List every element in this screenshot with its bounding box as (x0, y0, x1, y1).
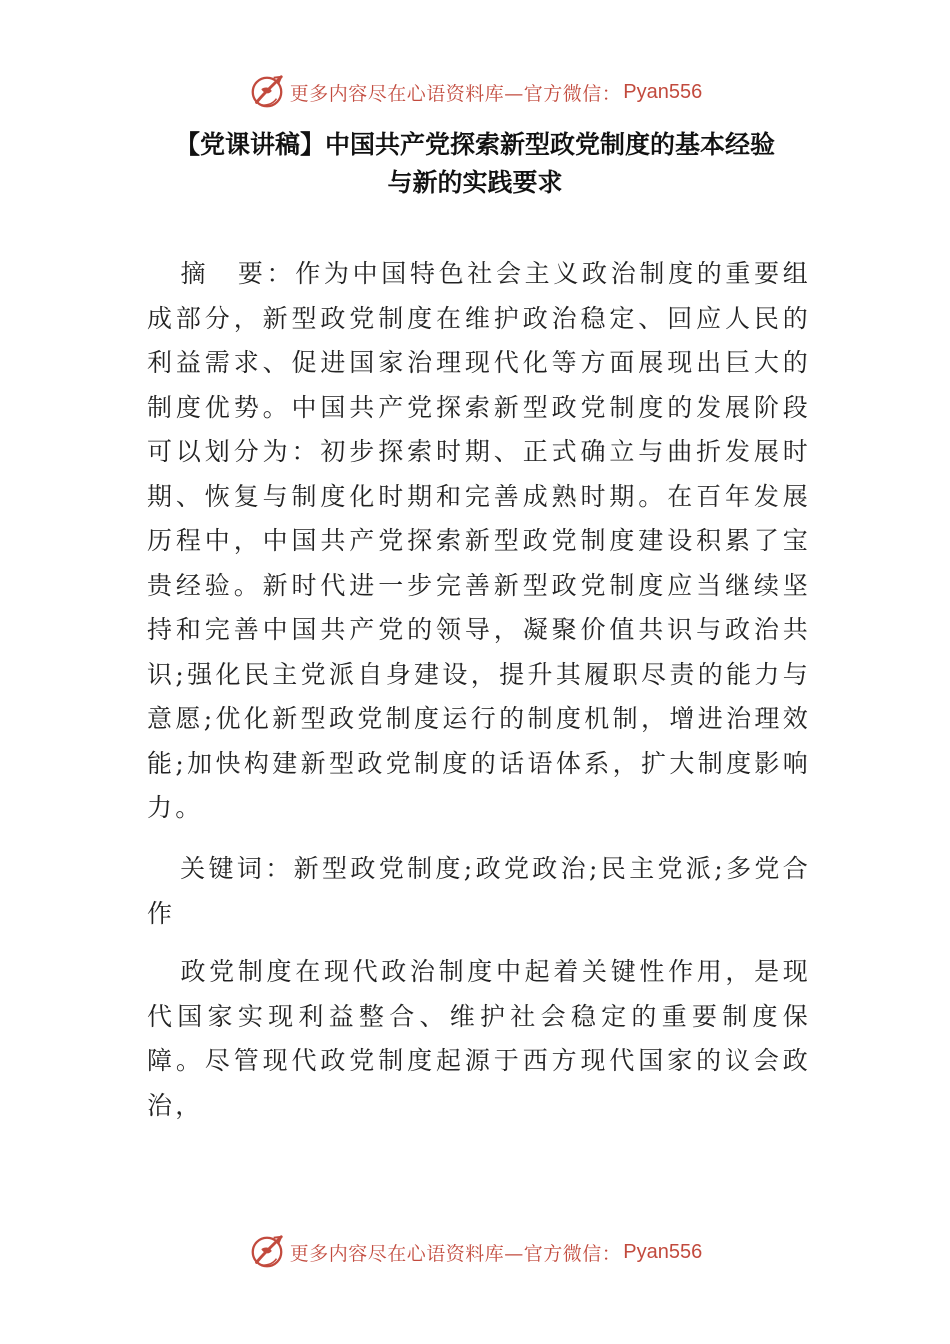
document-title (120, 126, 830, 202)
brand-logo-icon (248, 1233, 286, 1271)
abstract-text: 摘 要：作为中国特色社会主义政治制度的重要组成部分，新型政党制度在维护政治稳定、回应人民的利益需求、促进国家治理现代化等方面展现出巨大的制度优势。中国共产党探索新型政党制度的发展阶段可以划分为：初步探索时期、正式确立与曲折发展时期、恢复与制度化时期和完善成熟时期。在百年发展历程中，中国共产党探索新型政党制度建设积累了宝贵经验。新时代进一步完善新型政党制度应当继续坚持和完善中国共产党的领导，凝聚价值共识与政治共识;强化民主党派自身建设，提升其履职尽责的能力与意愿;优化新型政党制度运行的制度机制，增进治理效能;加快构建新型政党制度的话语体系，扩大制度影响力。 (147, 259, 811, 822)
footer-banner-text: 更多内容尽在心语资料库—官方微信： (289, 1242, 622, 1265)
header-banner-text: 更多内容尽在心语资料库—官方微信： (289, 82, 622, 105)
header-watermark-banner (0, 72, 950, 112)
keywords-text: 关键词：新型政党制度;政党政治;民主党派;多党合作 (147, 854, 811, 928)
title-line-1: 【党课讲稿】中国共产党探索新型政党制度的基本经验 (174, 130, 775, 159)
intro-paragraph (147, 950, 811, 1128)
title-line-2: 与新的实践要求 (387, 168, 563, 197)
header-wechat-id: Pyan556 (623, 80, 703, 103)
intro-text: 政党制度在现代政治制度中起着关键性作用，是现代国家实现利益整合、维护社会稳定的重要制度保障。尽管现代政党制度起源于西方现代国家的议会政治， (147, 957, 811, 1120)
brand-logo-icon (248, 73, 286, 111)
footer-wechat-id: Pyan556 (623, 1240, 703, 1263)
abstract-paragraph (147, 252, 811, 831)
keywords-paragraph (147, 847, 811, 936)
footer-watermark-banner (0, 1232, 950, 1272)
